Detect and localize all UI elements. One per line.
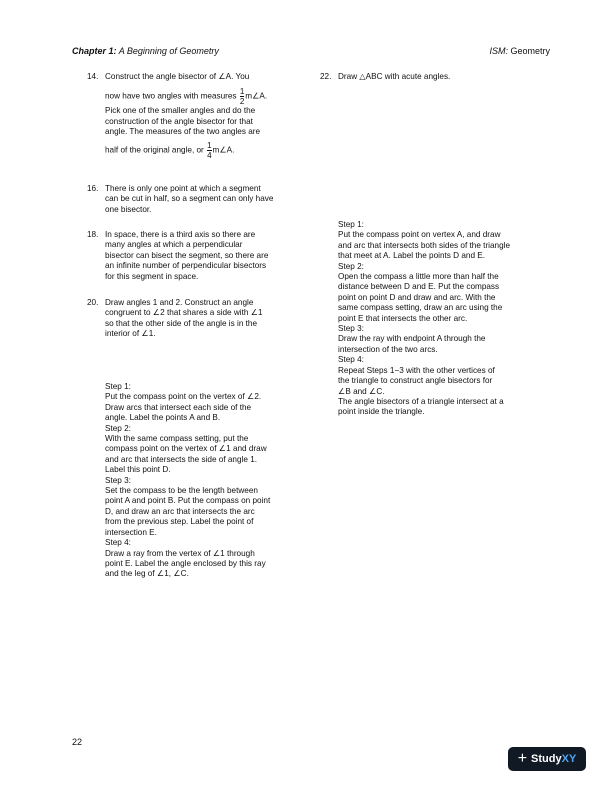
text-line: Construct the angle bisector of ∠A. You	[105, 72, 250, 81]
text-line: many angles at which a perpendicular	[105, 240, 243, 250]
text-line: point E that intersects the other arc.	[338, 313, 468, 323]
text-line: angle. Label the points A and B.	[105, 413, 221, 423]
problem-number: 14.	[87, 72, 99, 81]
fraction-numerator: 1	[239, 87, 245, 97]
problem-number: 20.	[87, 298, 99, 307]
fraction	[207, 141, 211, 160]
text-line: congruent to ∠2 that shares a side with ∠1	[105, 308, 263, 318]
text-line: ∠B and ∠C.	[338, 386, 385, 396]
text-line: from the previous step. Label the point of	[105, 517, 254, 527]
text-line: Repeat Steps 1−3 with the other vertices of	[338, 365, 495, 375]
text-line: Draw the ray with endpoint A through the	[338, 334, 486, 344]
text-line: so that the other side of the angle is in the	[105, 318, 258, 328]
running-header-left	[72, 46, 219, 56]
text-line: the triangle to construct angle bisectors for	[338, 376, 493, 386]
chapter-title: A Beginning of Geometry	[118, 46, 219, 56]
step-heading: Step 1:	[105, 382, 131, 391]
fraction-numerator: 1	[207, 140, 212, 150]
text-line: Put the compass point on the vertex of ∠2.	[105, 392, 262, 402]
step-heading: Step 4:	[105, 538, 131, 548]
ism-title: Geometry	[510, 46, 550, 56]
text-line: and arc that intersects the side of angle 1.	[105, 454, 258, 464]
text-line: Pick one of the smaller angles and do the	[105, 106, 256, 116]
text-line: for this segment in space.	[105, 271, 199, 281]
text-line: Label this point D.	[105, 465, 171, 475]
running-header-right	[489, 46, 550, 56]
text-line: intersection E.	[105, 527, 157, 537]
step-heading: Step 3:	[105, 475, 131, 485]
text-line: and arc that intersects both sides of the triangle	[338, 240, 511, 250]
text-line: point A and point B. Put the compass on point	[105, 496, 271, 506]
step-heading: Step 3:	[338, 324, 364, 334]
problem-20-steps	[105, 382, 325, 580]
text-line: The angle bisectors of a triangle intersect at a	[338, 396, 504, 406]
text-line: point on point D and draw and arc. With the	[338, 292, 496, 302]
text-span: half of the original angle, or	[105, 145, 204, 155]
problem-body	[338, 72, 538, 82]
logo-study-text: Study	[531, 753, 562, 765]
problem-number: 18.	[87, 230, 99, 239]
page-number: 22	[72, 737, 83, 747]
problem-body	[105, 298, 305, 340]
text-line: Draw angles 1 and 2. Construct an angle	[105, 298, 254, 307]
problem-number: 16.	[87, 184, 99, 193]
text-line: an infinite number of perpendicular bisectors	[105, 261, 267, 271]
problem-number: 22.	[320, 72, 332, 81]
text-line: Set the compass to be the length between	[105, 486, 258, 496]
text-line: Put the compass point on vertex A, and draw	[338, 230, 501, 240]
text-line: Draw a ray from the vertex of ∠1 through	[105, 548, 255, 558]
text-line: point E. Label the angle enclosed by this ray	[105, 558, 266, 568]
text-line: D, and draw an arc that intersects the arc	[105, 506, 255, 516]
text-line: angle. The measures of the two angles are	[105, 127, 261, 137]
text-line: can be cut in half, so a segment can only have	[105, 194, 274, 204]
text-line: one bisector.	[105, 204, 152, 214]
text-line: With the same compass setting, put the	[105, 434, 249, 444]
plus-icon: +	[517, 750, 528, 767]
problem-body	[105, 184, 305, 215]
text-line: intersection of the two arcs.	[338, 344, 438, 354]
text-span: now have two angles with measures	[105, 92, 237, 102]
text-line: that meet at A. Label the points D and E.	[338, 251, 486, 261]
logo-xy-text: XY	[561, 753, 577, 765]
fraction	[240, 87, 244, 106]
text-line: point inside the triangle.	[338, 407, 425, 417]
text-line-with-fraction	[105, 141, 305, 160]
text-line: same compass setting, draw an arc using the	[338, 303, 503, 313]
text-span: m∠A.	[212, 145, 235, 155]
text-line: Draw arcs that intersect each side of the	[105, 402, 252, 412]
text-line: distance between D and E. Put the compass	[338, 282, 500, 292]
text-span: m∠A.	[245, 92, 268, 102]
text-line: In space, there is a third axis so there are	[105, 230, 256, 239]
problem-22-steps	[338, 220, 568, 418]
problem-body	[105, 230, 305, 282]
text-line: compass point on the vertex of ∠1 and draw	[105, 444, 267, 454]
ism-label: ISM:	[489, 46, 508, 56]
studyxy-logo[interactable]	[508, 747, 586, 771]
chapter-label: Chapter 1:	[72, 46, 117, 56]
step-heading: Step 1:	[338, 220, 364, 229]
problem-14	[87, 72, 317, 172]
fraction-denominator: 2	[239, 97, 245, 107]
fraction-denominator: 4	[207, 150, 212, 160]
step-heading: Step 2:	[338, 261, 364, 271]
step-heading: Step 4:	[338, 355, 364, 365]
step-heading: Step 2:	[105, 423, 131, 433]
text-line: and the leg of ∠1, ∠C.	[105, 569, 189, 579]
text-line: bisector can bisect the segment, so there are	[105, 250, 269, 260]
text-line: construction of the angle bisector for that	[105, 116, 253, 126]
text-line: interior of ∠1.	[105, 329, 156, 339]
text-line: Open the compass a little more than half the	[338, 272, 499, 282]
problem-body	[105, 72, 305, 160]
text-line: Draw △ABC with acute angles.	[338, 72, 451, 81]
text-line-with-fraction	[105, 87, 305, 106]
text-line: There is only one point at which a segment	[105, 184, 261, 193]
